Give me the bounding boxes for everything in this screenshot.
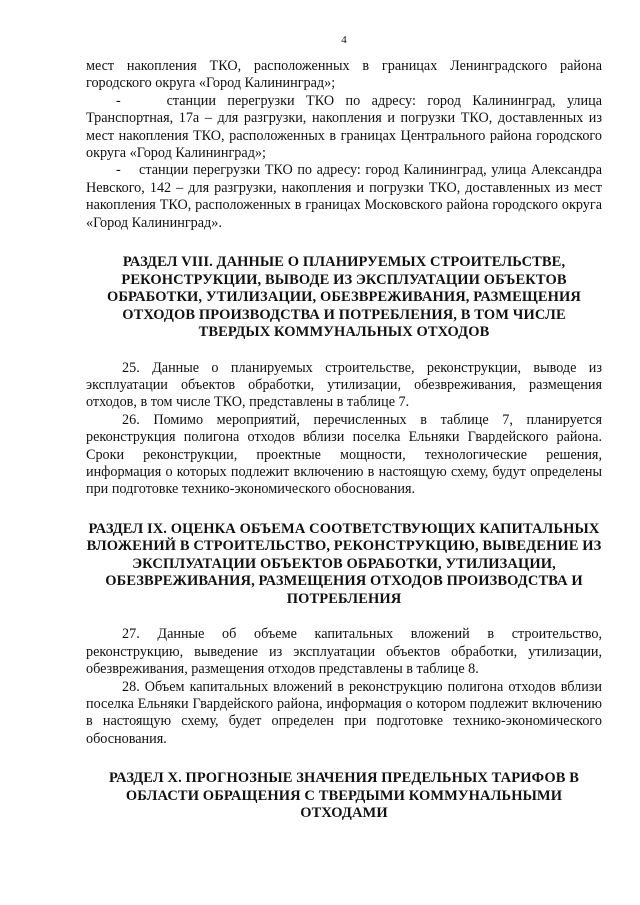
paragraph-25: 25. Данные о планируемых строительстве, реконструкции, выводе из эксплуатации объектов обработки, утилизации, обезвреживания, размещения отходов, в том числе ТКО, представлены в таблице 7.	[86, 359, 602, 411]
section-10-title: РАЗДЕЛ X. ПРОГНОЗНЫЕ ЗНАЧЕНИЯ ПРЕДЕЛЬНЫХ ТАРИФОВ В ОБЛАСТИ ОБРАЩЕНИЯ С ТВЕРДЫМИ КОММУНАЛЬНЫМИ ОТХОДАМИ	[109, 770, 579, 822]
paragraph-26: 26. Помимо мероприятий, перечисленных в таблице 7, планируется реконструкция полигона отходов вблизи поселка Ельняки Гвардейского района. Сроки реконструкции, проектные мощности, технологические решения, информация о которых подлежит включению в настоящую схему, будут определены при подготовке технико-экономического обоснования.	[86, 411, 602, 498]
page-number: 4	[341, 34, 347, 46]
bullet-nevskogo: - станции перегрузки ТКО по адресу: город Калининград, улица Александра Невского, 142 – для разгрузки, накопления и погрузки ТКО, доставленных из мест накопления ТКО, расположенных в границах Московского района городского округа «Город Калининград».	[86, 162, 602, 231]
intro-continuation: мест накопления ТКО, расположенных в границах Ленинградского района городского округа «Город Калининград»;	[86, 58, 602, 92]
paragraph-27: 27. Данные об объеме капитальных вложений в строительство, реконструкцию, выведение из эксплуатации объектов обработки, утилизации, обезвреживания, размещения отходов представлены в таблице 8.	[86, 626, 602, 678]
paragraph-28: 28. Объем капитальных вложений в реконструкцию полигона отходов вблизи поселка Ельняки Гвардейского района, информация о котором подлежит включению в настоящую схему, будет определен при подготовке технико-экономического обоснования.	[86, 678, 602, 747]
section-8-title: РАЗДЕЛ VIII. ДАННЫЕ О ПЛАНИРУЕМЫХ СТРОИТЕЛЬСТВЕ, РЕКОНСТРУКЦИИ, ВЫВОДЕ ИЗ ЭКСПЛУАТАЦИИ ОБЪЕКТОВ ОБРАБОТКИ, УТИЛИЗАЦИИ, ОБЕЗВРЕЖИВАНИЯ, РАЗМЕЩЕНИЯ ОТХОДОВ ПРОИЗВОДСТВА И ПОТРЕБЛЕНИЯ, В ТОМ ЧИСЛЕ ТВЕРДЫХ КОММУНАЛЬНЫХ ОТХОДОВ	[106, 254, 582, 341]
section-9-title: РАЗДЕЛ IX. ОЦЕНКА ОБЪЕМА СООТВЕТСТВУЮЩИХ КАПИТАЛЬНЫХ ВЛОЖЕНИЙ В СТРОИТЕЛЬСТВО, РЕКОНСТРУКЦИЮ, ВЫВЕДЕНИЕ ИЗ ЭКСПЛУАТАЦИИ ОБЪЕКТОВ ОБРАБОТКИ, УТИЛИЗАЦИИ, ОБЕЗВРЕЖИВАНИЯ, РАЗМЕЩЕНИЯ ОТХОДОВ ПРОИЗВОДСТВА И ПОТРЕБЛЕНИЯ	[86, 520, 602, 607]
bullet-transportnaya: - станции перегрузки ТКО по адресу: город Калининград, улица Транспортная, 17а – для разгрузки, накопления и погрузки ТКО, доставленных из мест накопления ТКО, расположенных в границах Центрального района городского округа «Город Калининград»;	[86, 92, 602, 162]
